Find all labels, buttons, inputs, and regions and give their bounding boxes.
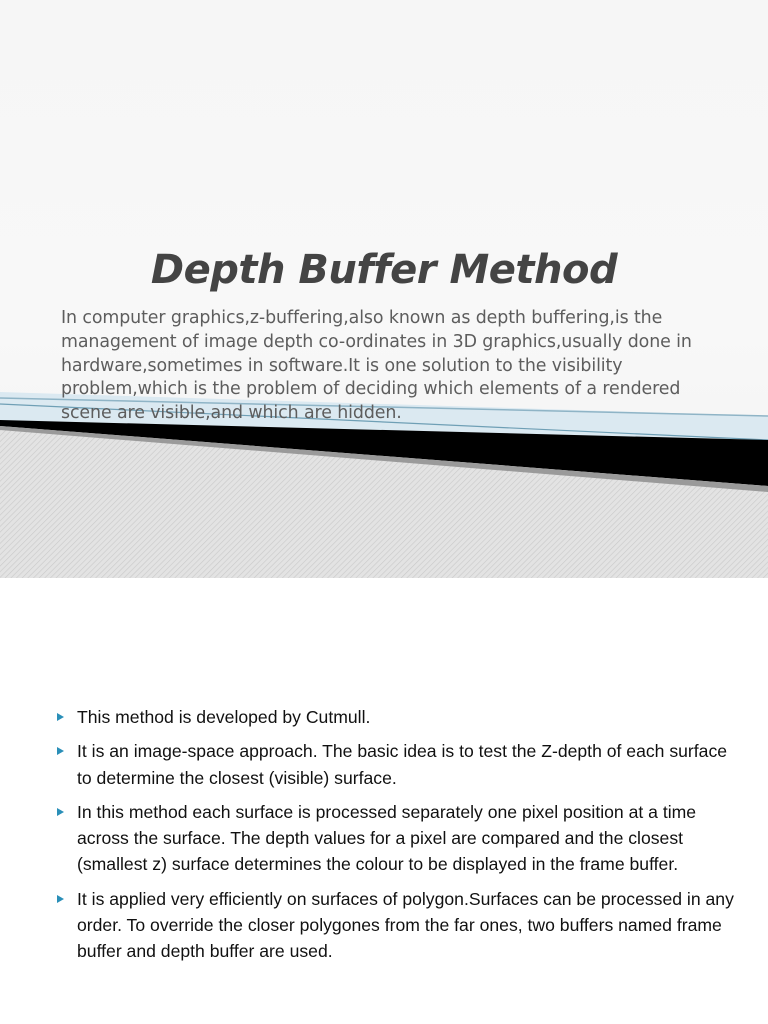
list-item <box>52 886 742 965</box>
slide-subtitle: In computer graphics,z-buffering,also known as depth buffering,is the management of image depth co-ordinates in 3D graphics,usually done in hardware,sometimes in software.It is one solution to the visibility problem,which is the problem of deciding which elements of a rendered scene are visible,and which are hidden. <box>61 308 692 424</box>
bullet-text: In this method each surface is processed separately one pixel position at a time across the surface. The depth values for a pixel are compared and the closest (smallest z) surface determines the colour to be displayed in the frame buffer. <box>77 801 697 875</box>
triangle-bullet-icon <box>57 808 64 816</box>
bullet-text: It is applied very efficiently on surfaces of polygon.Surfaces can be processed in any order. To override the closer polygones from the far ones, two buffers named frame buffer and depth buffer are used. <box>77 888 734 962</box>
triangle-bullet-icon <box>57 747 64 755</box>
content-slide <box>0 672 768 1024</box>
triangle-bullet-icon <box>57 713 64 721</box>
list-item <box>52 704 742 730</box>
slide-title: Depth Buffer Method <box>150 247 618 293</box>
list-item <box>52 738 742 791</box>
triangle-bullet-icon <box>57 895 64 903</box>
bullet-text: This method is developed by Cutmull. <box>77 707 371 727</box>
bullet-text: It is an image-space approach. The basic idea is to test the Z-depth of each surface to determine the closest (visible) surface. <box>77 741 728 788</box>
list-item <box>52 799 742 878</box>
bullet-list <box>52 704 742 973</box>
